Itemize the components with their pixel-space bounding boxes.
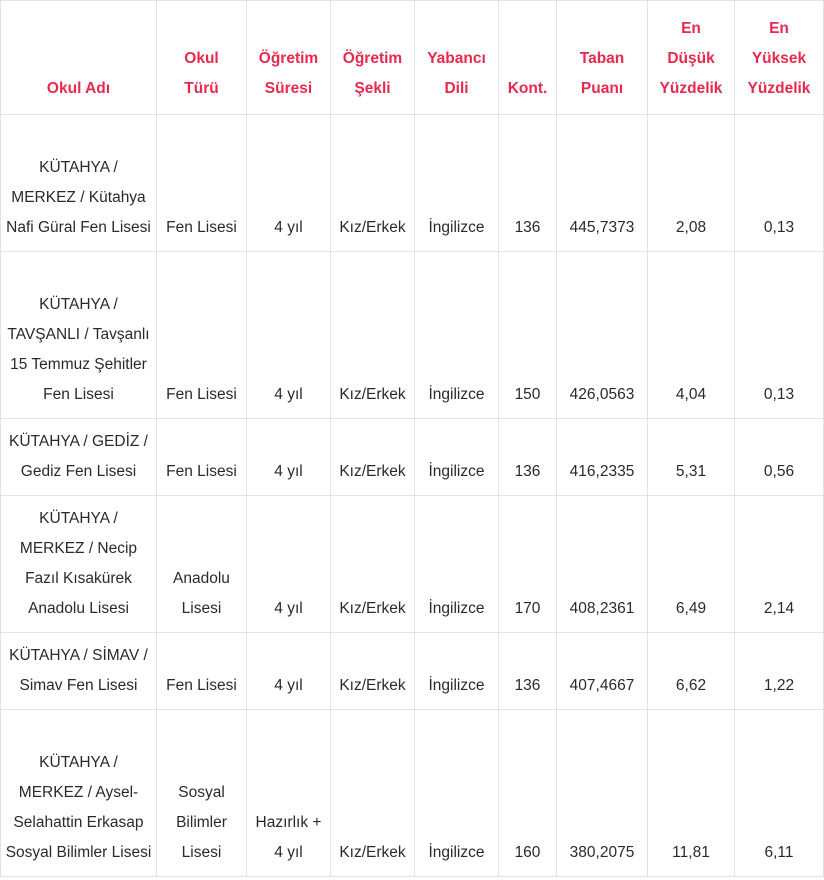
cell-duration: 4 yıl [247, 115, 331, 252]
header-min-percentile: En Düşük Yüzdelik [648, 1, 735, 115]
cell-quota: 136 [499, 115, 557, 252]
cell-foreign-language: İngilizce [415, 252, 499, 419]
cell-school-type: Fen Lisesi [157, 252, 247, 419]
header-base-score: Taban Puanı [557, 1, 648, 115]
cell-duration: 4 yıl [247, 419, 331, 496]
header-education-type: Öğretim Şekli [331, 1, 415, 115]
cell-foreign-language: İngilizce [415, 710, 499, 877]
cell-school-name: KÜTAHYA / SİMAV / Simav Fen Lisesi [1, 633, 157, 710]
cell-duration: 4 yıl [247, 252, 331, 419]
cell-education-type: Kız/Erkek [331, 115, 415, 252]
cell-max-percentile: 2,14 [735, 496, 824, 633]
cell-school-name: KÜTAHYA / TAVŞANLI / Tavşanlı 15 Temmuz Şehitler Fen Lisesi [1, 252, 157, 419]
header-duration: Öğretim Süresi [247, 1, 331, 115]
cell-school-name: KÜTAHYA / GEDİZ / Gediz Fen Lisesi [1, 419, 157, 496]
cell-school-type: Fen Lisesi [157, 633, 247, 710]
cell-school-name: KÜTAHYA / MERKEZ / Kütahya Nafi Güral Fen Lisesi [1, 115, 157, 252]
cell-min-percentile: 6,62 [648, 633, 735, 710]
cell-quota: 136 [499, 419, 557, 496]
cell-base-score: 407,4667 [557, 633, 648, 710]
cell-base-score: 416,2335 [557, 419, 648, 496]
cell-foreign-language: İngilizce [415, 419, 499, 496]
cell-quota: 170 [499, 496, 557, 633]
table-row [1, 115, 824, 252]
table-row [1, 633, 824, 710]
cell-max-percentile: 0,56 [735, 419, 824, 496]
table-row [1, 419, 824, 496]
cell-education-type: Kız/Erkek [331, 419, 415, 496]
table-row [1, 496, 824, 633]
cell-education-type: Kız/Erkek [331, 633, 415, 710]
cell-base-score: 445,7373 [557, 115, 648, 252]
cell-education-type: Kız/Erkek [331, 496, 415, 633]
header-school-type: Okul Türü [157, 1, 247, 115]
cell-base-score: 408,2361 [557, 496, 648, 633]
cell-foreign-language: İngilizce [415, 633, 499, 710]
cell-min-percentile: 4,04 [648, 252, 735, 419]
cell-school-name: KÜTAHYA / MERKEZ / Necip Fazıl Kısakürek Anadolu Lisesi [1, 496, 157, 633]
cell-quota: 150 [499, 252, 557, 419]
cell-max-percentile: 1,22 [735, 633, 824, 710]
cell-duration: 4 yıl [247, 633, 331, 710]
table-row [1, 710, 824, 877]
header-foreign-language: Yabancı Dili [415, 1, 499, 115]
cell-max-percentile: 0,13 [735, 252, 824, 419]
cell-duration: 4 yıl [247, 496, 331, 633]
cell-foreign-language: İngilizce [415, 115, 499, 252]
cell-max-percentile: 6,11 [735, 710, 824, 877]
cell-min-percentile: 5,31 [648, 419, 735, 496]
cell-base-score: 380,2075 [557, 710, 648, 877]
cell-foreign-language: İngilizce [415, 496, 499, 633]
cell-min-percentile: 2,08 [648, 115, 735, 252]
cell-base-score: 426,0563 [557, 252, 648, 419]
cell-quota: 160 [499, 710, 557, 877]
cell-school-type: Anadolu Lisesi [157, 496, 247, 633]
cell-min-percentile: 6,49 [648, 496, 735, 633]
cell-school-type: Fen Lisesi [157, 115, 247, 252]
cell-education-type: Kız/Erkek [331, 252, 415, 419]
cell-education-type: Kız/Erkek [331, 710, 415, 877]
cell-school-type: Fen Lisesi [157, 419, 247, 496]
table-header-row [1, 1, 824, 115]
cell-school-name: KÜTAHYA / MERKEZ / Aysel-Selahattin Erkasap Sosyal Bilimler Lisesi [1, 710, 157, 877]
header-quota: Kont. [499, 1, 557, 115]
header-school-name: Okul Adı [1, 1, 157, 115]
cell-quota: 136 [499, 633, 557, 710]
cell-min-percentile: 11,81 [648, 710, 735, 877]
cell-school-type: Sosyal Bilimler Lisesi [157, 710, 247, 877]
header-max-percentile: En Yüksek Yüzdelik [735, 1, 824, 115]
table-row [1, 252, 824, 419]
cell-max-percentile: 0,13 [735, 115, 824, 252]
cell-duration: Hazırlık + 4 yıl [247, 710, 331, 877]
